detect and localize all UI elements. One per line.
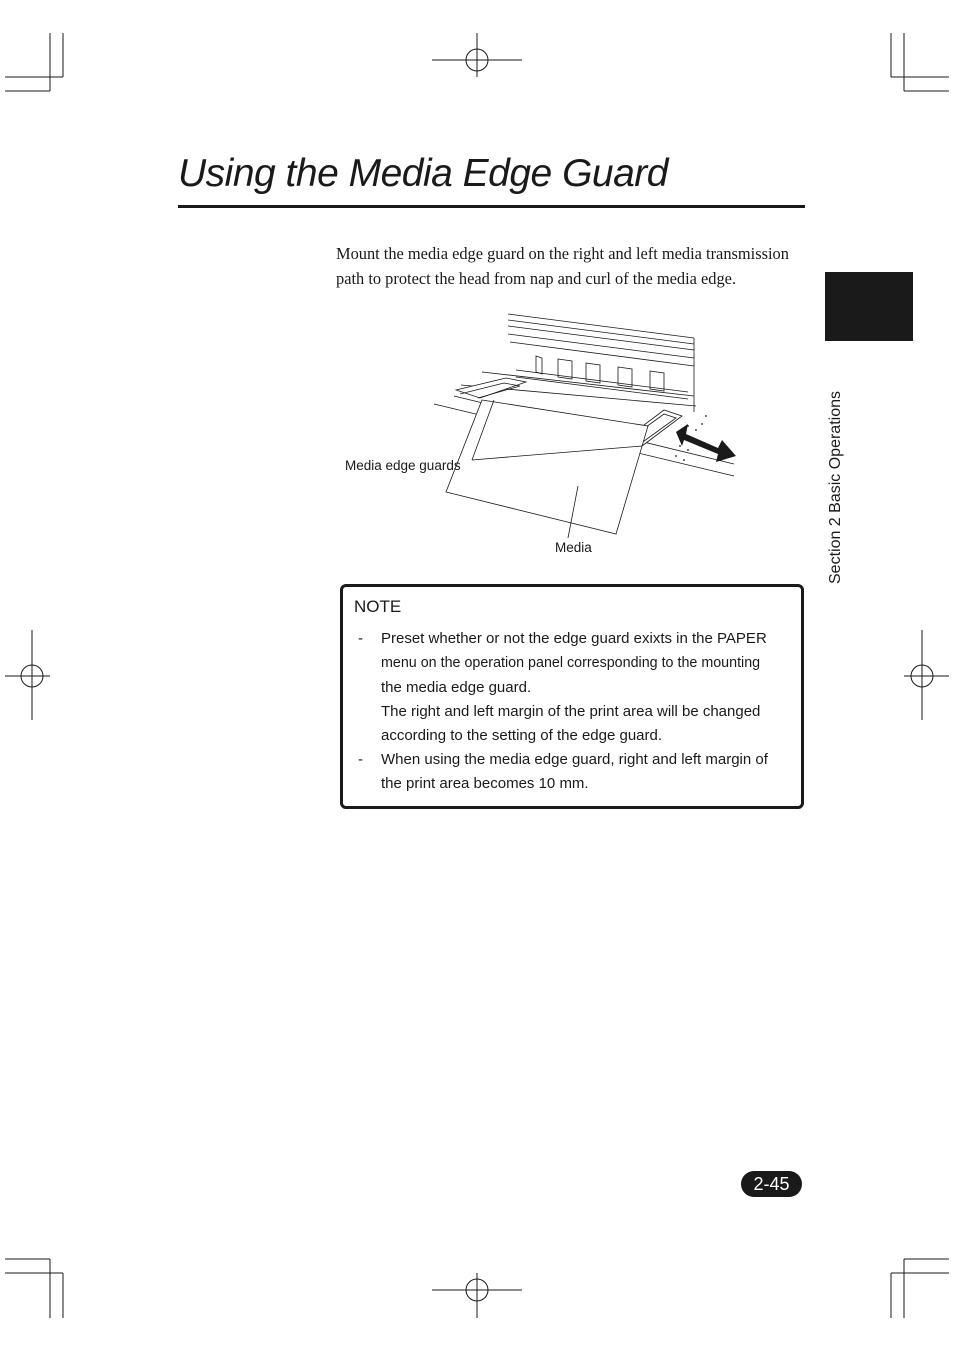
note-item-1 [381,627,793,748]
note-line: Preset whether or not the edge guard exixts in the PAPER [381,630,767,647]
page-title: Using the Media Edge Guard [178,152,668,195]
label-media: Media [555,540,592,555]
page-number: 2-45 [741,1171,802,1197]
note-line: The right and left margin of the print area will be changed [381,702,761,720]
note-line: the print area becomes 10 mm. [381,775,589,793]
note-line: When using the media edge guard, right and left margin of [381,751,768,768]
note-line: the media edge guard. [381,678,532,696]
title-rule [178,205,805,208]
note-item-2 [381,748,793,797]
label-media-edge-guards: Media edge guards [345,458,461,473]
note-bullet: - [358,751,363,768]
intro-line: path to protect the head from nap and curl of the media edge. [336,269,737,288]
intro-paragraph [336,241,806,291]
media-edge-guard-illustration [336,300,806,570]
note-bullet: - [358,630,363,647]
note-line: menu on the operation panel corresponding to the mounting [381,655,761,672]
intro-line: Mount the media edge guard on the right and left media transmission [336,244,789,263]
note-title: NOTE [354,597,402,616]
note-line: according to the setting of the edge guard. [381,727,663,745]
section-label: Section 2 Basic Operations [827,391,844,584]
section-tab [825,272,913,341]
